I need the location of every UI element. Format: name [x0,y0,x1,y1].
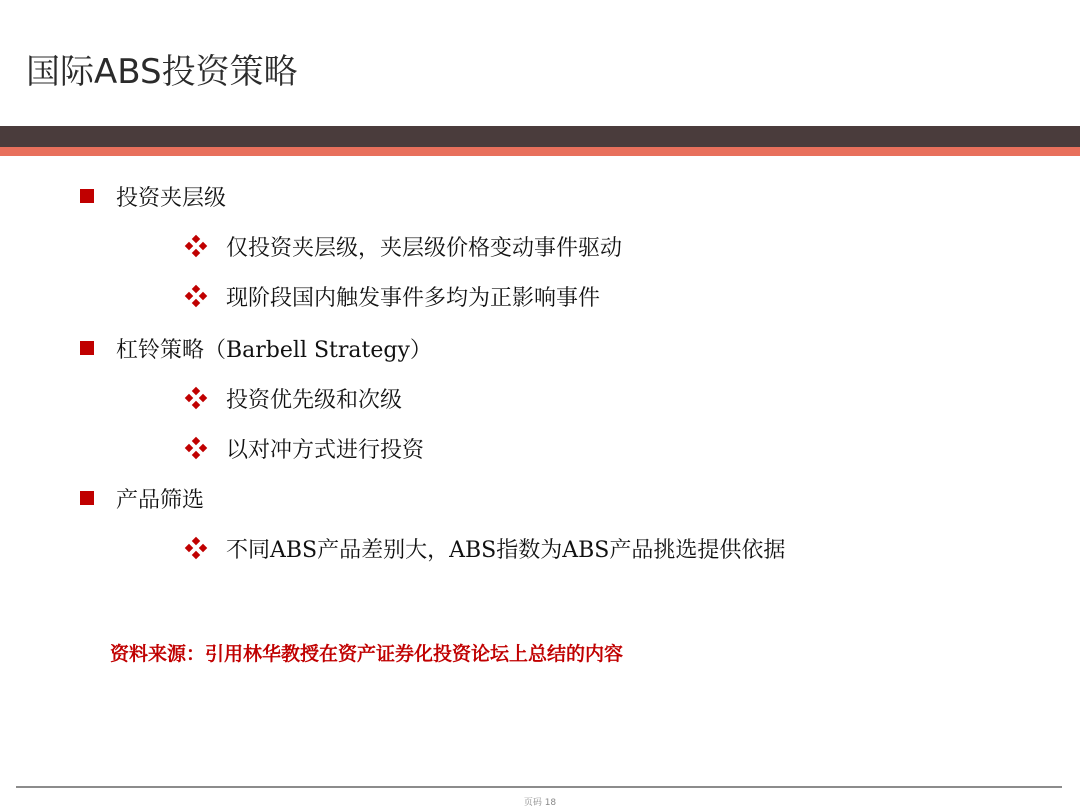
sub-bullet-item [186,430,424,466]
diamond-bullet-icon [186,388,206,408]
sub-bullet-item [186,380,402,416]
square-bullet-icon [80,189,94,203]
footer-divider [16,786,1062,788]
diamond-bullet-icon [186,236,206,256]
sub-bullet-text: 以对冲方式进行投资 [226,437,425,463]
slide-title: 国际ABS投资策略 [26,52,298,92]
page-number: 页码 18 [523,798,557,808]
source-note: 资料来源：引用林华教授在资产证券化投资论坛上总结的内容 [110,643,624,665]
diamond-bullet-icon [186,538,206,558]
bullet-text: 投资夹层级 [116,185,227,211]
bullet-text: 杠铃策略（Barbell Strategy） [116,337,432,363]
bullet-item [80,330,432,366]
bullet-item [80,178,226,214]
bullet-item [80,480,204,516]
diamond-bullet-icon [186,438,206,458]
square-bullet-icon [80,341,94,355]
sub-bullet-item [186,228,622,264]
bullet-text: 产品筛选 [116,487,205,513]
diamond-bullet-icon [186,286,206,306]
sub-bullet-item [186,530,785,566]
sub-bullet-item [186,278,600,314]
sub-bullet-text: 仅投资夹层级，夹层级价格变动事件驱动 [226,235,623,261]
square-bullet-icon [80,491,94,505]
sub-bullet-text: 现阶段国内触发事件多均为正影响事件 [226,285,601,311]
sub-bullet-text: 投资优先级和次级 [226,387,403,413]
sub-bullet-text: 不同ABS产品差别大，ABS指数为ABS产品挑选提供依据 [226,537,786,563]
